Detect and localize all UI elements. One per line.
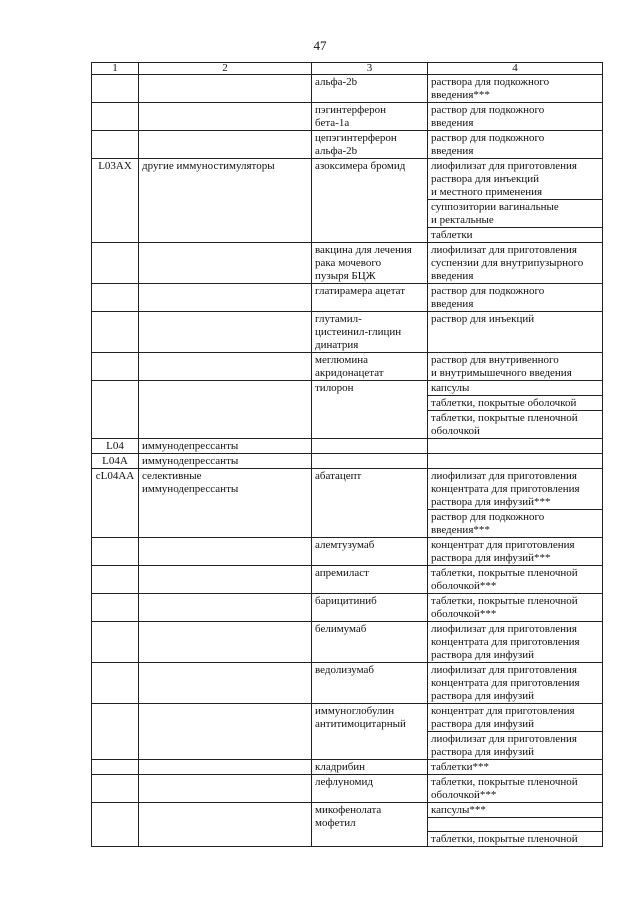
drug-name-cell [312,622,428,663]
atc-code-cell [92,243,139,284]
table-row [92,663,603,704]
group-name-cell [139,312,312,353]
atc-code-cell [92,131,139,159]
dosage-form-cell [428,760,603,775]
drug-name-cell [312,159,428,243]
dosage-form-cell [428,594,603,622]
dosage-form-cell [428,243,603,284]
drug-name-line: тилорон [315,382,354,394]
drug-name-cell [312,803,428,847]
table-row [92,469,603,510]
dosage-form-line: оболочкой [431,425,480,437]
dosage-form-line: концентрата для приготовления [431,636,580,648]
drug-name-cell [312,103,428,131]
group-name-cell [139,538,312,566]
table-row [92,312,603,353]
dosage-form-line: раствор для подкожного [431,285,545,297]
group-name-line: иммунодепрессанты [142,455,239,467]
dosage-form-line: и ректальные [431,214,494,226]
drug-name-cell [312,131,428,159]
dosage-form-line: суспензии для внутрипузырного [431,257,584,269]
dosage-form-cell [428,396,603,411]
dosage-form-cell [428,663,603,704]
drug-name-line: цистеинил-глицин [315,326,402,338]
table-row [92,284,603,312]
drug-name-line: альфа-2b [315,145,358,157]
atc-code-cell [92,566,139,594]
drug-name-cell [312,243,428,284]
drug-name-line: вакцина для лечения [315,244,412,256]
dosage-form-line: введения*** [431,89,490,101]
group-name-cell [139,284,312,312]
group-name-cell [139,103,312,131]
header-row [92,63,603,75]
drug-name-cell [312,381,428,439]
dosage-form-cell [428,803,603,818]
dosage-form-line: раствора для инфузий [431,649,534,661]
dosage-form-line: концентрат для приготовления [431,539,575,551]
dosage-form-line: раствора для инфузий [431,718,534,730]
dosage-form-cell [428,566,603,594]
atc-code-cell [92,803,139,847]
dosage-form-cell [428,732,603,760]
group-name-line: другие иммуностимуляторы [142,160,275,172]
drug-name-line: меглюмина [315,354,368,366]
drug-name-cell [312,538,428,566]
dosage-form-line: таблетки, покрытые пленочной [431,833,578,845]
dosage-form-line: лиофилизат для приготовления [431,623,577,635]
group-name-cell [139,594,312,622]
atc-code-cell [92,381,139,439]
dosage-form-cell [428,704,603,732]
atc-code-cell [92,663,139,704]
dosage-form-line: раствор для внутривенного [431,354,559,366]
dosage-form-line: таблетки, покрытые пленочной [431,412,578,424]
drug-name-cell [312,75,428,103]
dosage-form-line: концентрата для приготовления [431,483,580,495]
group-name-cell [139,454,312,469]
dosage-form-line: таблетки [431,229,473,241]
table-row [92,454,603,469]
dosage-form-cell [428,103,603,131]
group-name-line: иммунодепрессанты [142,483,239,495]
atc-code-cell: L03AX [92,159,139,243]
drug-name-line: бета-1a [315,117,350,129]
drug-name-cell [312,454,428,469]
dosage-form-line: таблетки, покрытые пленочной [431,595,578,607]
atc-code-cell [92,594,139,622]
drug-name-line: альфа-2b [315,76,358,88]
dosage-form-cell [428,510,603,538]
dosage-form-line: лиофилизат для приготовления [431,664,577,676]
group-name-cell [139,803,312,847]
drug-name-cell [312,469,428,538]
atc-code-cell [92,622,139,663]
group-name-cell [139,469,312,538]
header-cell: 2 [139,63,312,75]
dosage-form-line: таблетки*** [431,761,490,773]
group-name-cell [139,566,312,594]
atc-code-cell [92,312,139,353]
atc-code-cell [92,353,139,381]
group-name-cell [139,243,312,284]
drug-name-line: азоксимера бромид [315,160,406,172]
group-name-line: селективные [142,470,202,482]
dosage-form-line: таблетки, покрытые пленочной [431,567,578,579]
atc-code-cell [92,284,139,312]
drug-name-cell [312,439,428,454]
dosage-form-line: раствора для подкожного [431,76,550,88]
dosage-form-line: раствор для инъекций [431,313,535,325]
dosage-form-cell [428,284,603,312]
atc-code-cell [92,75,139,103]
dosage-form-cell [428,439,603,454]
table-row [92,775,603,803]
dosage-form-cell [428,75,603,103]
drug-name-line: апремиласт [315,567,369,579]
table-row [92,594,603,622]
drug-table [91,62,603,847]
drug-name-line: цепэгинтерферон [315,132,397,144]
dosage-form-cell [428,411,603,439]
dosage-form-cell [428,200,603,228]
drug-name-line: антитимоцитарный [315,718,406,730]
dosage-form-line: суппозитории вагинальные [431,201,559,213]
table-row [92,243,603,284]
dosage-form-line: таблетки, покрытые оболочкой [431,397,577,409]
drug-name-cell [312,566,428,594]
atc-code-cell: L04A [92,454,139,469]
dosage-form-line: введения*** [431,524,490,536]
dosage-form-cell [428,622,603,663]
atc-code-cell [92,704,139,760]
drug-name-cell [312,663,428,704]
drug-name-line: иммуноглобулин [315,705,395,717]
atc-code-cell [92,103,139,131]
table-row [92,75,603,103]
group-name-cell [139,663,312,704]
group-name-cell [139,159,312,243]
table-row [92,803,603,818]
dosage-form-line: лиофилизат для приготовления [431,160,577,172]
table-row [92,381,603,396]
group-name-cell [139,131,312,159]
dosage-form-line: введения [431,270,474,282]
dosage-form-line: раствора для инфузий [431,746,534,758]
drug-name-line: акридонацетат [315,367,384,379]
drug-name-cell [312,704,428,760]
drug-name-line: белимумаб [315,623,367,635]
drug-name-cell [312,760,428,775]
dosage-form-line: введения [431,298,474,310]
dosage-form-cell [428,131,603,159]
drug-name-line: лефлуномид [315,776,373,788]
dosage-form-cell [428,159,603,200]
table-row [92,622,603,663]
drug-name-line: динатрия [315,339,359,351]
group-name-cell [139,704,312,760]
group-name-cell [139,381,312,439]
dosage-form-cell [428,775,603,803]
drug-name-line: глатирамера ацетат [315,285,406,297]
drug-name-line: пэгинтерферон [315,104,386,116]
dosage-form-line: оболочкой*** [431,608,497,620]
dosage-form-line: раствора для инъекций [431,173,540,185]
table-row [92,131,603,159]
table-row [92,760,603,775]
group-name-cell [139,439,312,454]
dosage-form-line: лиофилизат для приготовления [431,470,577,482]
table-row [92,566,603,594]
table-row [92,538,603,566]
dosage-form-cell [428,228,603,243]
dosage-form-line: раствор для подкожного [431,104,545,116]
drug-name-line: мофетил [315,817,356,829]
atc-code-cell [92,538,139,566]
group-name-line: иммунодепрессанты [142,440,239,452]
drug-name-line: барицитиниб [315,595,377,607]
dosage-form-cell [428,381,603,396]
dosage-form-cell [428,454,603,469]
group-name-cell [139,75,312,103]
drug-name-line: алемтузумаб [315,539,375,551]
dosage-form-line: концентрат для приготовления [431,705,575,717]
group-name-cell [139,622,312,663]
dosage-form-line: капсулы*** [431,804,486,816]
dosage-form-line: оболочкой*** [431,580,497,592]
atc-code-cell [92,760,139,775]
dosage-form-line: раствор для подкожного [431,132,545,144]
dosage-form-cell [428,538,603,566]
dosage-form-cell [428,312,603,353]
dosage-form-line: и внутримышечного введения [431,367,572,379]
table-row [92,439,603,454]
drug-name-line: ведолизумаб [315,664,375,676]
atc-code-cell: L04 [92,439,139,454]
drug-name-line: кладрибин [315,761,366,773]
dosage-form-line: введения [431,145,474,157]
table-row [92,159,603,200]
header-cell: 3 [312,63,428,75]
drug-name-cell [312,284,428,312]
group-name-cell [139,775,312,803]
drug-name-line: глутамил- [315,313,362,325]
dosage-form-cell [428,469,603,510]
dosage-form-line: капсулы [431,382,470,394]
dosage-form-cell [428,353,603,381]
drug-name-line: микофенолата [315,804,382,816]
group-name-cell [139,760,312,775]
table-row [92,353,603,381]
dosage-form-line: раствор для подкожного [431,511,545,523]
drug-name-line: абатацепт [315,470,362,482]
group-name-cell [139,353,312,381]
dosage-form-line: концентрата для приготовления [431,677,580,689]
drug-name-line: рака мочевого [315,257,382,269]
dosage-form-cell [428,818,603,832]
header-cell: 4 [428,63,603,75]
dosage-form-line: введения [431,117,474,129]
drug-name-cell [312,353,428,381]
dosage-form-cell [428,832,603,847]
drug-name-cell [312,312,428,353]
dosage-form-line: раствора для инфузий*** [431,496,551,508]
drug-name-line: пузыря БЦЖ [315,270,376,282]
drug-name-cell [312,775,428,803]
header-cell: 1 [92,63,139,75]
dosage-form-line: раствора для инфузий [431,690,534,702]
dosage-form-line: раствора для инфузий*** [431,552,551,564]
dosage-form-line: таблетки, покрытые пленочной [431,776,578,788]
dosage-form-line: лиофилизат для приготовления [431,733,577,745]
drug-name-cell [312,594,428,622]
table-row [92,103,603,131]
dosage-form-line: и местного применения [431,186,543,198]
dosage-form-line: оболочкой*** [431,789,497,801]
dosage-form-line: лиофилизат для приготовления [431,244,577,256]
page-number: 47 [313,38,327,53]
atc-code-cell [92,775,139,803]
table-row [92,704,603,732]
atc-code-cell: cL04AA [92,469,139,538]
